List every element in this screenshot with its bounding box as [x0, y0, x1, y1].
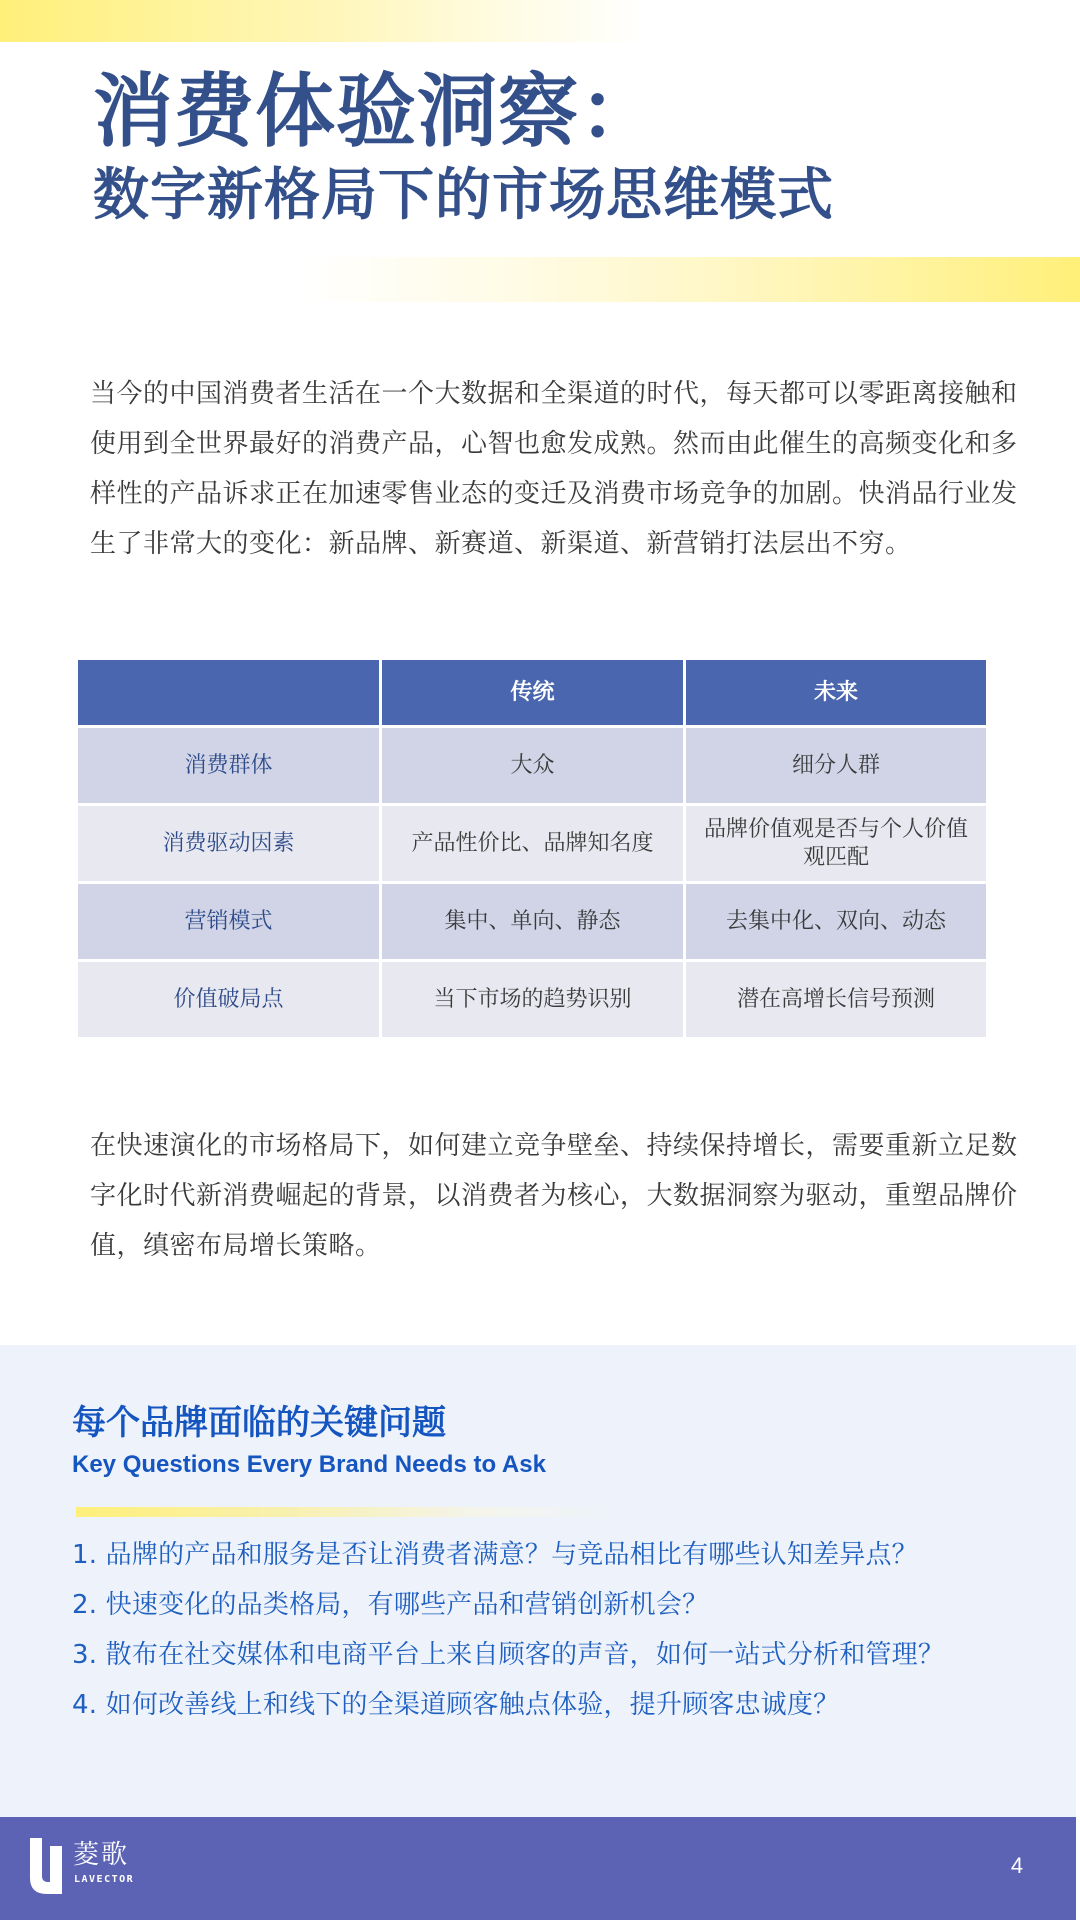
table-row — [78, 728, 986, 803]
conclusion-paragraph: 在快速演化的市场格局下，如何建立竞争壁垒、持续保持增长，需要重新立足数字化时代新消费崛起的背景，以消费者为核心，大数据洞察为驱动，重塑品牌价值，缜密布局增长策略。 — [90, 1131, 1018, 1261]
table-row-label: 消费群体 — [78, 728, 379, 803]
table-cell-traditional: 产品性价比、品牌知名度 — [382, 806, 683, 881]
table-cell-future: 潜在高增长信号预测 — [686, 962, 986, 1037]
page-number: 4 — [1010, 1853, 1024, 1878]
list-item: 2. 快速变化的品类格局，有哪些产品和营销创新机会？ — [72, 1590, 709, 1620]
brand-name-cn: 菱歌 — [73, 1840, 130, 1870]
table-header-cell-future: 未来 — [686, 660, 986, 725]
table-cell-future: 去集中化、双向、动态 — [686, 884, 986, 959]
table-header-cell-traditional: 传统 — [382, 660, 683, 725]
page-title: 消费体验洞察： — [93, 65, 660, 158]
table-cell-traditional: 当下市场的趋势识别 — [382, 962, 683, 1037]
title-decorative-gradient-bar — [300, 257, 1080, 302]
table-row — [78, 806, 986, 881]
key-questions-panel — [0, 1345, 1076, 1817]
table-cell-traditional: 大众 — [382, 728, 683, 803]
table-cell-future: 品牌价值观是否与个人价值观匹配 — [686, 806, 986, 881]
key-questions-underline-bar — [76, 1507, 610, 1517]
table-row — [78, 962, 986, 1037]
comparison-table — [78, 660, 986, 1037]
table-row-label: 消费驱动因素 — [78, 806, 379, 881]
list-item: 1. 品牌的产品和服务是否让消费者满意？与竞品相比有哪些认知差异点？ — [72, 1540, 918, 1570]
brand-logo — [29, 1838, 149, 1894]
list-item: 3. 散布在社交媒体和电商平台上来自顾客的声音，如何一站式分析和管理？ — [72, 1640, 945, 1670]
page-footer — [0, 1817, 1076, 1920]
intro-paragraph: 当今的中国消费者生活在一个大数据和全渠道的时代，每天都可以零距离接触和使用到全世界最好的消费产品，心智也愈发成熟。然而由此催生的高频变化和多样性的产品诉求正在加速零售业态的变迁及消费市场竞争的加剧。快消品行业发生了非常大的变化：新品牌、新赛道、新渠道、新营销打法层出不穷。 — [90, 379, 1018, 559]
table-header-cell-empty — [78, 660, 379, 725]
table-row-label: 价值破局点 — [78, 962, 379, 1037]
brand-name-en: LAVECTOR — [74, 1874, 135, 1885]
table-cell-future: 细分人群 — [686, 728, 986, 803]
key-questions-list — [72, 1530, 1052, 1730]
list-item: 4. 如何改善线上和线下的全渠道顾客触点体验，提升顾客忠诚度？ — [72, 1690, 840, 1720]
page-subtitle: 数字新格局下的市场思维模式 — [93, 163, 834, 228]
table-row — [78, 884, 986, 959]
page-title-block — [93, 66, 834, 230]
key-questions-title-cn: 每个品牌面临的关键问题 — [72, 1403, 446, 1443]
lavector-u-logo-icon — [29, 1838, 63, 1894]
table-row-label: 营销模式 — [78, 884, 379, 959]
table-cell-traditional: 集中、单向、静态 — [382, 884, 683, 959]
top-decorative-gradient-bar — [0, 0, 1080, 42]
key-questions-title-en: Key Questions Every Brand Needs to Ask — [72, 1451, 546, 1478]
table-header-row — [78, 660, 986, 725]
